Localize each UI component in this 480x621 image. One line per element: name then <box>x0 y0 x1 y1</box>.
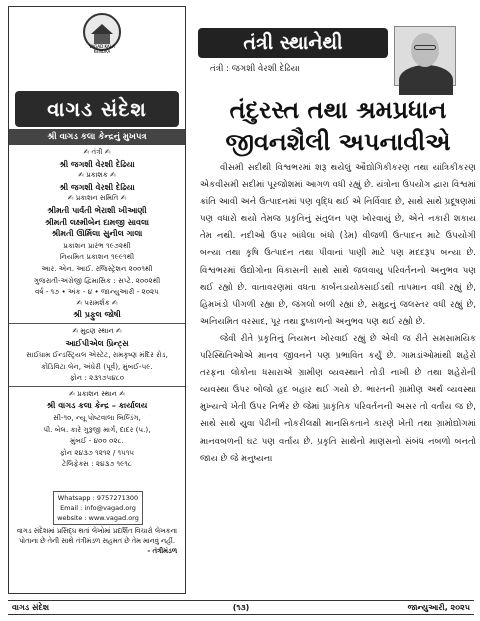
masthead-line: આઈપીએલ પ્રિન્ટ્સ <box>65 338 129 348</box>
editorial-header <box>198 28 475 88</box>
masthead-line: ✍ પ્રકાશન સમિતિ ✍ <box>67 194 127 203</box>
masthead-line: ગુજરાતી-અંગ્રેજી દ્વિમાસિક : સપ્ટે. ૨૦૦૨થી <box>33 275 161 285</box>
whatsapp-number: Whatsapp : 9757271300 <box>57 494 139 502</box>
masthead-line: ✍ પરામર્શક ✍ <box>76 298 118 307</box>
article-paragraph: જેવી રીતે પ્રકૃતિનું નિયમન ખોરવાઈ રહ્યું છે એવી જ રીતે સમસામયિક પરિસ્થિતિઓએ માનવ જીવનને પણ પ્રભાવિત કર્યું છે. ગામડાંઓમાંથી શહેરો તરફના લોકોના ધસારાએ ગ્રામીણ વ્યવસ્થાને તોડી નાખી છે તથા શહેરોની વ્યવસ્થા ઉપર બોજો હદ બહાર થઈ ગયો છે. ભારતની ગ્રામીણ અર્થ વ્યવસ્થા મુખ્યત્વે ખેતી ઉપર નિર્ભર છે જેમાં પ્રાકૃતિક પરિવર્તનની અસર તો વર્તાય જ છે, સાથે સાથે યુવા પેઢીની નોકરીલક્ષી માનસિકતાને કારણે ખેતી તથા ગ્રામોદ્યોગમાં માનવબળની ઘટ પણ વર્તાય છે. પ્રકૃતિ સાથેનો માણસનો સંબંધ નબળો બનતો જાય છે જે મનુષ્યના <box>200 333 476 464</box>
footer-magazine-name: વાગડ સંદેશ <box>12 603 50 612</box>
masthead-line: ✍ પ્રકાશક ✍ <box>78 171 116 180</box>
masthead-line: પ્રકાશન પ્રારંભ ૧૯૭૨થી <box>63 240 131 250</box>
contact-box <box>53 491 143 525</box>
disclaimer-signoff: - તંત્રીમંડળ <box>147 547 177 556</box>
masthead-line: સી-૧૦, ન્યૂ પોષ્ટવાલા બિલ્ડિંગ, <box>53 413 141 423</box>
masthead-line: નિયમિત પ્રકાશન ૧૯૯૧થી <box>59 252 135 262</box>
masthead-line: ફોન : ૨૩૧૭૫૪૮૦ <box>69 373 125 383</box>
masthead-line: સાઈધામ ઈન્ડસ્ટ્રિયલ એસ્ટેટ, રામકૃષ્ણ મંદિર રોડ, <box>26 350 168 360</box>
disclaimer-text: વાગડ સંદેશમાં પ્રસિદ્ધ થતાં લેખોમાં પ્રદર્શિત વિચારો લેખકના પોતાના છે તેની સાથે તંત્રીમંડળ સહમત છે તેમ માનવું નહીં. <box>16 527 178 546</box>
magazine-subtitle: શ્રી વાગડ કલા કેન્દ્રનું મુખપત્ર <box>9 129 185 145</box>
magazine-title: વાગડ સંદેશ <box>15 91 179 127</box>
disclaimer <box>13 526 181 557</box>
masthead-line: ✍ પ્રકાશન સ્થાન ✍ <box>69 389 125 398</box>
column-heading: તંત્રી સ્થાનેથી <box>198 28 388 58</box>
masthead-line: કોંડિવિટા લેન, અંધેરી (પૂર્વ), મુંબઈ-૫૯. <box>41 361 153 371</box>
masthead-line: ટેલિફેક્સ : ૨૪૩૭ ૧૯૧૮ <box>62 459 132 469</box>
column-author: તંત્રી : જગશી વેરશી દેઢિયા <box>210 64 300 74</box>
masthead-line: શ્રી જગશી વેરશી દેઢિયા <box>59 159 135 169</box>
masthead-line: વર્ષ - ૧૭ • અંક - ૪ • જાન્યુઆરી - ૨૦૨૫ <box>34 287 159 297</box>
article-body <box>200 160 476 468</box>
masthead-line: આર. એન. આઈ. રજિસ્ટ્રેશન ૨૦૦૧થી <box>41 263 153 273</box>
footer-issue-date: જાન્યુઆરી, ૨૦૨૫ <box>407 603 470 612</box>
masthead-line: શ્રી જગશી વેરશી દેઢિયા <box>59 182 135 192</box>
masthead-line: શ્રીમતી પાર્વતી ભેરાશી ખીઆણી <box>47 205 147 215</box>
article-title <box>200 94 476 158</box>
masthead-line: શ્રીમતી લક્ષ્મીબેન દામજી સાવલા <box>44 217 149 227</box>
email-link[interactable]: Email : info@vagad.org <box>60 504 136 512</box>
logo-area <box>9 7 185 87</box>
masthead-info <box>9 147 185 470</box>
website-link[interactable]: website : www.vagad.org <box>57 514 139 522</box>
masthead-line: ✍ તંત્રી ✍ <box>83 148 111 156</box>
article-paragraph: વીસમી સદીથી વિશ્વભરમાં શરૂ થયેલું ઔદ્યોગિકીકરણ તથા યાંત્રિકીકરણ એકવીસમી સદીમાં પૂરજોશમાં આગળ વધી રહ્યું છે. યંત્રોના ઉપયોગ દ્વારા વિશ્વમાં ક્રાંતિ આવી અને ઉત્પાદનમાં પણ વૃદ્ધિ થઈ એ નિર્વિવાદ છે, સાથે સાથે પ્રદૂષણમાં પણ વધારો થયો તેમજ પ્રકૃતિનું સંતુલન પણ ખોરવાયું છે, એને નકારી શકાય તેમ નથી. નદીઓ ઉપર બાંધેલા બંધો (ડેમ) વીજળી ઉત્પાદન માટે ઉપયોગી બન્યા તથા કૃષિ ઉત્પાદન તથા પીવાનાં પાણી માટે પણ મદદરૂપ બન્યા છે. વિશ્વભરમાં ઉદ્યોગોના વિકાસની સાથે સાથે જલવાયુ પરિવર્તનનો અનુભવ પણ થઈ રહ્યો છે. વાતાવરણમાં વધતા કાર્બનડાયોક્સાઈડથી તાપમાન વધી રહ્યું છે, હિમખંડો પીગળી રહ્યા છે, જંગલો બળી રહ્યાં છે, સમુદ્રનું જલસ્તર વધી રહ્યું છે, અનિયમિત વરસાદ, પૂર તથા દુષ્કાળનો અનુભવ પણ થઈ રહ્યો છે. <box>200 163 476 327</box>
masthead-line: મુંબઈ - ૪૦૦ ૦૨૮. <box>70 436 124 446</box>
masthead-line: ✍ મુદ્રણ સ્થાન ✍ <box>72 326 122 335</box>
separator <box>9 386 185 387</box>
masthead-line: શ્રી પ્રફુલ જોષી <box>73 310 121 320</box>
page-number: (૧૩) <box>232 603 250 612</box>
masthead-sidebar <box>8 6 186 594</box>
article-title-line-2: જીવનશૈલી અપનાવીએ <box>225 128 451 156</box>
logo-text: VAGAD KALA KENDRA <box>89 44 115 54</box>
masthead-line: પી. બેલ. કારે ગુરૂજી માર્ગ, દાદર (પ.), <box>43 424 151 434</box>
page-footer <box>8 600 474 615</box>
masthead-line: ફોન ૨૪૩૭ ૧૨૧૨ / ૧૫૧૫ <box>59 447 135 457</box>
editor-photo <box>394 26 456 86</box>
separator <box>9 323 185 324</box>
masthead-line: શ્રીમતી ઊર્મિલા સુનીલ ગાલા <box>51 229 143 239</box>
vagad-logo-icon <box>83 13 121 54</box>
masthead-line: શ્રી વાગડ કલા કેન્દ્ર – કાર્યાલય <box>46 401 148 411</box>
article-title-line-1: તંદુરસ્ત તથા શ્રમપ્રધાન <box>229 96 447 124</box>
